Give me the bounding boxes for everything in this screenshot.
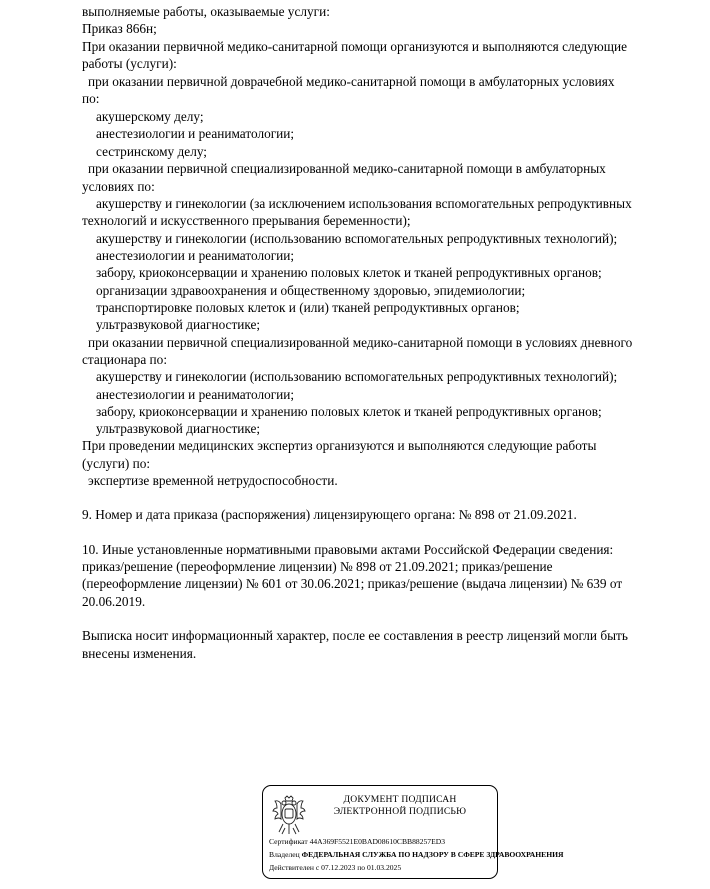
document-line: при оказании первичной специализированной медико-санитарной помощи в условиях дневного xyxy=(88,335,633,350)
certificate-label: Сертификат xyxy=(269,837,308,846)
document-line: (переоформление лицензии) № 601 от 30.06.2021; приказ/решение (выдача лицензии) № 639 от xyxy=(82,576,623,591)
stamp-title xyxy=(315,794,485,818)
document-line: внесены изменения. xyxy=(82,646,197,661)
document-line: приказ/решение (переоформление лицензии) № 898 от 21.09.2021; приказ/решение xyxy=(82,559,553,574)
document-line: акушерству и гинекологии (использованию вспомогательных репродуктивных технологий); xyxy=(96,369,618,384)
stamp-title-line1: ДОКУМЕНТ ПОДПИСАН xyxy=(343,794,457,805)
owner-label: Владелец xyxy=(269,850,300,859)
document-line: транспортировке половых клеток и (или) тканей репродуктивных органов; xyxy=(96,300,520,315)
stamp-title-line2: ЭЛЕКТРОННОЙ ПОДПИСЬЮ xyxy=(333,806,467,817)
document-line: технологий и искусственного прерывания беременности); xyxy=(82,213,411,228)
document-line: забору, криоконсервации и хранению половых клеток и тканей репродуктивных органов; xyxy=(96,404,602,419)
russian-coat-of-arms-icon xyxy=(271,794,307,838)
document-line: по: xyxy=(82,91,100,106)
document-line: акушерству и гинекологии (использованию вспомогательных репродуктивных технологий); xyxy=(96,231,618,246)
document-line: (услуги) по: xyxy=(82,456,151,471)
document-line: 10. Иные установленные нормативными правовыми актами Российской Федерации сведения: xyxy=(82,542,614,557)
document-line: акушерству и гинекологии (за исключением использования вспомогательных репродуктивных xyxy=(96,196,632,211)
document-line: выполняемые работы, оказываемые услуги: xyxy=(82,4,330,19)
document-line: ультразвуковой диагностике; xyxy=(96,421,261,436)
document-line: Выписка носит информационный характер, после ее составления в реестр лицензий могли быть xyxy=(82,628,628,643)
document-line: анестезиологии и реаниматологии; xyxy=(96,387,295,402)
document-line: ультразвуковой диагностике; xyxy=(96,317,261,332)
document-line: 20.06.2019. xyxy=(82,594,146,609)
certificate-value: 44A369F5521E0BAD08610CBB88257ED3 xyxy=(309,837,446,846)
stamp-owner xyxy=(269,850,564,860)
document-line: При проведении медицинских экспертиз организуются и выполняются следующие работы xyxy=(82,438,597,453)
document-line: условиях по: xyxy=(82,179,155,194)
document-line: акушерскому делу; xyxy=(96,109,204,124)
electronic-signature-stamp xyxy=(262,785,564,879)
document-line: При оказании первичной медико-санитарной помощи организуются и выполняются следующие xyxy=(82,39,627,54)
owner-value: ФЕДЕРАЛЬНАЯ СЛУЖБА ПО НАДЗОРУ В СФЕРЕ ЗДРАВООХРАНЕНИЯ xyxy=(301,850,564,859)
document-line: экспертизе временной нетрудоспособности. xyxy=(88,473,338,488)
document-line: Приказ 866н; xyxy=(82,21,157,36)
document-line: при оказании первичной специализированной медико-санитарной помощи в амбулаторных xyxy=(88,161,606,176)
stamp-validity: Действителен с 07.12.2023 по 01.03.2025 xyxy=(269,863,402,872)
document-line: анестезиологии и реаниматологии; xyxy=(96,248,295,263)
document-line: анестезиологии и реаниматологии; xyxy=(96,126,295,141)
document-line: организации здравоохранения и общественному здоровью, эпидемиологии; xyxy=(96,283,526,298)
document-line: при оказании первичной доврачебной медико-санитарной помощи в амбулаторных условиях xyxy=(88,74,615,89)
stamp-certificate xyxy=(269,837,445,847)
document-line: работы (услуги): xyxy=(82,56,177,71)
document-line: забору, криоконсервации и хранению половых клеток и тканей репродуктивных органов; xyxy=(96,265,602,280)
document-line: 9. Номер и дата приказа (распоряжения) лицензирующего органа: № 898 от 21.09.2021. xyxy=(82,507,577,522)
document-line: сестринскому делу; xyxy=(96,144,207,159)
document-line: стационара по: xyxy=(82,352,168,367)
